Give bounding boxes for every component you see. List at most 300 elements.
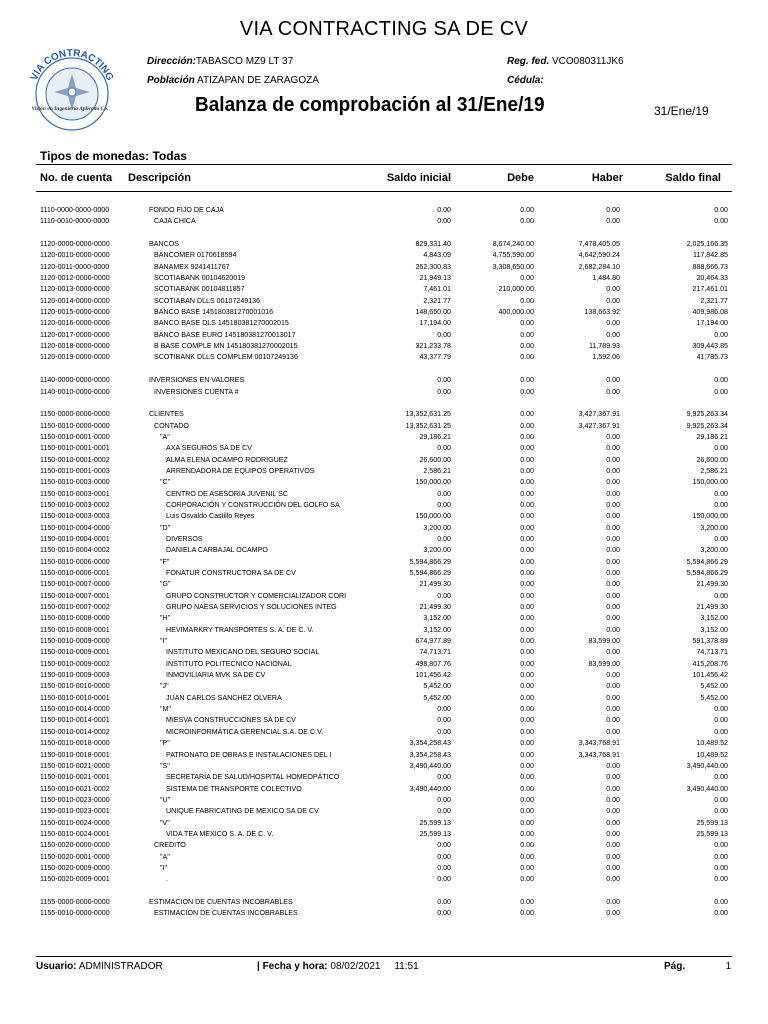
footer-datetime xyxy=(257,961,419,972)
table-row xyxy=(0,477,768,488)
table-row xyxy=(0,908,768,919)
footer-user xyxy=(36,961,163,972)
account-number: 1150-0010-0003-0001 xyxy=(40,489,110,498)
saldo-final-cell: 29,186.21 xyxy=(696,432,728,441)
account-number: 1150-0010-0001-0002 xyxy=(40,455,110,464)
saldo-final-cell: 0.00 xyxy=(714,206,728,214)
poblacion-label: Población xyxy=(147,75,195,86)
debe-cell: 0.00 xyxy=(520,217,534,226)
account-number: 1150-0020-0000-0000 xyxy=(40,841,110,850)
account-number: 1150-0010-0007-0000 xyxy=(40,580,110,589)
saldo-final-cell: 117,842.85 xyxy=(693,251,728,260)
debe-cell: 0.00 xyxy=(520,557,534,566)
saldo-inicial-cell: 101,456.42 xyxy=(415,671,451,680)
account-number: 1150-0020-0009-0000 xyxy=(40,863,110,872)
saldo-inicial-cell: 0.00 xyxy=(437,330,451,339)
saldo-inicial-cell: 0.00 xyxy=(437,705,451,714)
debe-cell: 8,674,240.00 xyxy=(492,240,534,249)
account-description: CENTRO DE ASESORIA JUVENIL SC xyxy=(166,489,288,498)
haber-cell: 0.00 xyxy=(606,852,620,861)
account-description: FONATUR CONSTRUCTORA SA DE CV xyxy=(166,569,296,577)
haber-cell: 0.00 xyxy=(606,705,620,714)
account-number: 1150-0010-0006-0001 xyxy=(40,569,110,577)
saldo-inicial-cell: 13,352,631.25 xyxy=(405,421,451,430)
direccion-label: Dirección: xyxy=(147,56,196,67)
regfed-line xyxy=(507,56,624,67)
saldo-inicial-cell: 13,352,631.25 xyxy=(405,410,451,419)
table-row xyxy=(0,205,768,216)
haber-cell: 83,599.00 xyxy=(588,659,620,668)
haber-cell: 0.00 xyxy=(606,671,620,680)
saldo-inicial-cell: 829,331.40 xyxy=(415,240,451,249)
account-number: 1150-0010-0009-0002 xyxy=(40,659,110,668)
table-row xyxy=(0,829,768,840)
haber-cell: 0.00 xyxy=(606,591,620,600)
account-description: "I" xyxy=(160,637,168,646)
saldo-inicial-cell: 674,977.89 xyxy=(415,637,451,646)
table-row xyxy=(0,500,768,511)
row-spacer xyxy=(0,886,768,897)
account-description: "J" xyxy=(160,682,169,691)
saldo-inicial-cell: 0.00 xyxy=(437,534,451,543)
table-row xyxy=(0,432,768,443)
account-description: BANCOMER 0170618594 xyxy=(154,251,237,260)
saldo-inicial-cell: 3,200.00 xyxy=(423,523,451,532)
haber-cell: 138,663.92 xyxy=(584,308,620,317)
table-row xyxy=(0,795,768,806)
account-description: SCOTIABANK 00104811857 xyxy=(154,285,245,294)
haber-cell: 0.00 xyxy=(606,455,620,464)
debe-cell: 0.00 xyxy=(520,761,534,770)
saldo-final-cell: 5,452.00 xyxy=(700,682,728,691)
debe-cell: 0.00 xyxy=(520,296,534,305)
account-number: 1150-0010-0021-0000 xyxy=(40,761,110,770)
debe-cell: 0.00 xyxy=(520,818,534,827)
debe-cell: 0.00 xyxy=(520,795,534,804)
debe-cell: 0.00 xyxy=(520,829,534,838)
debe-cell: 400,000.00 xyxy=(498,308,534,317)
account-number: 1150-0010-0009-0000 xyxy=(40,637,110,646)
account-number: 1120-0014-0000-0000 xyxy=(40,296,110,305)
saldo-inicial-cell: 2,321.77 xyxy=(423,296,451,305)
table-row xyxy=(0,681,768,692)
account-description: HEVIMARKRY TRANSPORTES S. A. DE C. V. xyxy=(166,625,314,634)
table-row xyxy=(0,239,768,250)
saldo-inicial-cell: 150,000.00 xyxy=(415,512,451,521)
account-number: 1150-0010-0021-0002 xyxy=(40,784,110,793)
saldo-inicial-cell: 5,594,866.29 xyxy=(409,557,451,566)
haber-cell: 0.00 xyxy=(606,716,620,725)
account-number: 1150-0010-0024-0000 xyxy=(40,818,110,827)
saldo-final-cell: 217,461.01 xyxy=(692,285,728,294)
saldo-inicial-cell: 0.00 xyxy=(437,489,451,498)
saldo-final-cell: 0.00 xyxy=(714,591,728,600)
debe-cell: 0.00 xyxy=(520,750,534,759)
haber-cell: 0.00 xyxy=(606,625,620,634)
cedula-line xyxy=(507,75,544,86)
haber-cell: 4,642,590.24 xyxy=(578,251,620,260)
debe-cell: 4,755,590.00 xyxy=(492,251,534,260)
accounts-table xyxy=(0,205,768,920)
account-description: . xyxy=(166,875,168,884)
haber-cell: 0.00 xyxy=(606,296,620,305)
footer-rule xyxy=(36,956,732,957)
saldo-inicial-cell: 43,377.79 xyxy=(419,353,451,362)
debe-cell: 0.00 xyxy=(520,466,534,475)
saldo-inicial-cell: 5,594,866.29 xyxy=(409,569,451,577)
haber-cell: 0.00 xyxy=(606,897,620,906)
account-number: 1120-0012-0000-0000 xyxy=(40,274,110,283)
saldo-inicial-cell: 74,713.71 xyxy=(419,648,451,657)
table-row xyxy=(0,738,768,749)
account-description: PATRONATO DE OBRAS E INSTALACIONES DEL I xyxy=(166,750,332,759)
account-description: SCOTIABAN DLLS 00107249136 xyxy=(154,296,261,305)
saldo-inicial-cell: 21,499.30 xyxy=(419,580,451,589)
saldo-final-cell: 21,499.30 xyxy=(696,580,728,589)
account-number: 1150-0010-0001-0003 xyxy=(40,466,110,475)
account-number: 1150-0010-0003-0000 xyxy=(40,478,110,487)
haber-cell: 0.00 xyxy=(606,319,620,328)
table-row xyxy=(0,659,768,670)
account-number: 1150-0010-0007-0001 xyxy=(40,591,110,600)
account-description: "D" xyxy=(160,523,171,532)
saldo-final-cell: 20,464.33 xyxy=(696,274,728,283)
col-header-saldo-inicial: Saldo inicial xyxy=(386,172,451,184)
table-row xyxy=(0,750,768,761)
debe-cell: 0.00 xyxy=(520,909,534,918)
haber-cell: 7,478,405.05 xyxy=(578,240,620,249)
account-description: MIESVA CONSTRUCCIONES SA DE CV xyxy=(166,716,296,725)
account-number: 1150-0010-0007-0002 xyxy=(40,603,110,612)
haber-cell: 0.00 xyxy=(606,863,620,872)
table-row xyxy=(0,647,768,658)
account-number: 1120-0015-0000-0000 xyxy=(40,308,110,317)
footer-user-value: ADMINISTRADOR xyxy=(78,961,163,972)
company-title: VIA CONTRACTING SA DE CV xyxy=(239,18,529,40)
table-row xyxy=(0,602,768,613)
table-row xyxy=(0,715,768,726)
saldo-inicial-cell: 0.00 xyxy=(437,591,451,600)
saldo-final-cell: 0.00 xyxy=(714,807,728,816)
haber-cell: 0.00 xyxy=(606,603,620,612)
saldo-inicial-cell: 0.00 xyxy=(437,897,451,906)
saldo-inicial-cell: 0.00 xyxy=(437,217,451,226)
saldo-final-cell: 3,152.00 xyxy=(700,614,728,623)
account-description: BANCO BASE DLS 145180381270002015 xyxy=(154,319,289,328)
saldo-final-cell: 888,666.73 xyxy=(692,262,728,271)
haber-cell: 0.00 xyxy=(606,569,620,577)
table-row xyxy=(0,443,768,454)
table-row xyxy=(0,489,768,500)
haber-cell: 0.00 xyxy=(606,841,620,850)
table-row xyxy=(0,568,768,579)
account-number: 1150-0010-0018-0001 xyxy=(40,750,110,759)
saldo-final-cell: 150,000.00 xyxy=(692,512,728,521)
saldo-inicial-cell: 0.00 xyxy=(437,387,451,396)
account-description: CLIENTES xyxy=(149,410,184,419)
account-number: 1150-0010-0010-0001 xyxy=(40,693,110,702)
debe-cell: 0.00 xyxy=(520,353,534,362)
debe-cell: 0.00 xyxy=(520,444,534,453)
account-number: 1150-0010-0010-0000 xyxy=(40,682,110,691)
haber-cell: 0.00 xyxy=(606,330,620,339)
haber-cell: 0.00 xyxy=(606,818,620,827)
debe-cell: 0.00 xyxy=(520,421,534,430)
debe-cell: 0.00 xyxy=(520,534,534,543)
haber-cell: 0.00 xyxy=(606,444,620,453)
regfed-label: Reg. fed. xyxy=(507,56,550,67)
saldo-final-cell: 0.00 xyxy=(714,875,728,884)
saldo-inicial-cell: 3,354,258.43 xyxy=(409,739,451,748)
saldo-final-cell: 2,586.21 xyxy=(700,466,728,475)
table-row xyxy=(0,874,768,885)
account-number: 1150-0010-0021-0001 xyxy=(40,773,110,782)
table-row xyxy=(0,409,768,420)
account-description: "A" xyxy=(160,852,170,861)
saldo-final-cell: 0.00 xyxy=(714,444,728,453)
account-number: 1150-0010-0004-0000 xyxy=(40,523,110,532)
account-number: 1150-0010-0023-0000 xyxy=(40,795,110,804)
account-number: 1120-0000-0000-0000 xyxy=(40,240,110,249)
account-number: 1150-0010-0001-0000 xyxy=(40,432,110,441)
table-row xyxy=(0,818,768,829)
saldo-final-cell: 3,152.00 xyxy=(700,625,728,634)
table-row xyxy=(0,466,768,477)
debe-cell: 3,308,650.00 xyxy=(492,262,534,271)
haber-cell: 0.00 xyxy=(606,523,620,532)
account-number: 1120-0013-0000-0000 xyxy=(40,285,110,294)
table-row xyxy=(0,636,768,647)
debe-cell: 0.00 xyxy=(520,523,534,532)
currency-filter: Tipos de monedas: Todas xyxy=(40,149,187,163)
haber-cell: 0.00 xyxy=(606,875,620,884)
table-row xyxy=(0,296,768,307)
debe-cell: 0.00 xyxy=(520,376,534,385)
debe-cell: 0.00 xyxy=(520,841,534,850)
account-description: "U" xyxy=(160,795,171,804)
saldo-final-cell: 0.00 xyxy=(714,376,728,385)
saldo-inicial-cell: 0.00 xyxy=(437,773,451,782)
haber-cell: 0.00 xyxy=(606,489,620,498)
account-number: 1150-0010-0018-0000 xyxy=(40,739,110,748)
debe-cell: 0.00 xyxy=(520,659,534,668)
saldo-final-cell: 3,200.00 xyxy=(700,523,728,532)
account-description: INVERSIONES CUENTA # xyxy=(154,387,239,396)
debe-cell: 0.00 xyxy=(520,387,534,396)
account-description: "A" xyxy=(160,432,170,441)
haber-cell: 0.00 xyxy=(606,512,620,521)
account-number: 1150-0010-0004-0002 xyxy=(40,546,110,555)
debe-cell: 0.00 xyxy=(520,807,534,816)
table-row xyxy=(0,330,768,341)
account-description: SECRETARÍA DE SALUD/HOSPITAL HOMEOPÁTICO xyxy=(166,773,340,782)
saldo-final-cell: 0.00 xyxy=(714,863,728,872)
saldo-final-cell: 25,599.13 xyxy=(696,818,728,827)
header-top-rule xyxy=(36,164,732,165)
table-row xyxy=(0,591,768,602)
saldo-inicial-cell: 5,452.00 xyxy=(423,693,451,702)
account-description: DANIELA CARBAJAL OCAMPO xyxy=(166,546,268,555)
saldo-final-cell: 3,200.00 xyxy=(700,546,728,555)
saldo-final-cell: 5,594,866.29 xyxy=(686,557,728,566)
account-number: 1150-0010-0004-0001 xyxy=(40,534,110,543)
account-description: Luis Osvaldo Castillo Reyes xyxy=(166,512,255,521)
saldo-final-cell: 0.00 xyxy=(714,727,728,736)
account-number: 1150-0000-0000-0000 xyxy=(40,410,110,419)
account-description: "P" xyxy=(160,739,170,748)
saldo-final-cell: 5,452.00 xyxy=(700,693,728,702)
svg-text:VIA CONTRACTING: VIA CONTRACTING xyxy=(28,47,116,83)
account-number: 1110-0010-0000-0000 xyxy=(40,217,110,226)
haber-cell: 0.00 xyxy=(606,807,620,816)
saldo-inicial-cell: 3,354,258.43 xyxy=(409,750,451,759)
col-header-saldo-final: Saldo final xyxy=(665,172,721,184)
saldo-final-cell: 591,378.89 xyxy=(692,637,728,646)
account-description: "S" xyxy=(160,761,170,770)
debe-cell: 0.00 xyxy=(520,682,534,691)
saldo-final-cell: 0.00 xyxy=(714,500,728,509)
saldo-final-cell: 0.00 xyxy=(714,795,728,804)
haber-cell: 0.00 xyxy=(606,614,620,623)
account-description: ESTIMACION DE CUENTAS INCOBRABLES xyxy=(149,897,293,906)
saldo-inicial-cell: 26,600.00 xyxy=(419,455,451,464)
debe-cell: 0.00 xyxy=(520,206,534,214)
account-description: FONDO FIJO DE CAJA xyxy=(149,206,224,214)
haber-cell: 0.00 xyxy=(606,376,620,385)
saldo-inicial-cell: 2,586.21 xyxy=(423,466,451,475)
haber-cell: 0.00 xyxy=(606,648,620,657)
table-row xyxy=(0,455,768,466)
table-row xyxy=(0,772,768,783)
debe-cell: 0.00 xyxy=(520,546,534,555)
account-description: JUAN CARLOS SANCHEZ OLVERA xyxy=(166,693,282,702)
account-description: SCOTIABANK 00104620019 xyxy=(154,274,246,283)
account-description: "V" xyxy=(160,818,170,827)
saldo-final-cell: 26,600.00 xyxy=(696,455,728,464)
account-description: INMOVILIARIA MVK SA DE CV xyxy=(166,671,266,680)
footer-page-label: Pág. xyxy=(664,961,686,972)
haber-cell: 0.00 xyxy=(606,387,620,396)
haber-cell: 0.00 xyxy=(606,217,620,226)
account-number: 1150-0010-0008-0000 xyxy=(40,614,110,623)
saldo-inicial-cell: 7,461.01 xyxy=(423,285,451,294)
haber-cell: 0.00 xyxy=(606,580,620,589)
saldo-final-cell: 150,000.00 xyxy=(692,478,728,487)
saldo-inicial-cell: 0.00 xyxy=(437,875,451,884)
saldo-final-cell: 409,986.08 xyxy=(692,308,728,317)
haber-cell: 0.00 xyxy=(606,500,620,509)
table-row xyxy=(0,352,768,363)
debe-cell: 0.00 xyxy=(520,863,534,872)
table-row xyxy=(0,511,768,522)
saldo-inicial-cell: 148,650.00 xyxy=(415,308,451,317)
account-number: 1150-0010-0014-0002 xyxy=(40,727,110,736)
debe-cell: 0.00 xyxy=(520,342,534,351)
haber-cell: 0.00 xyxy=(606,727,620,736)
saldo-inicial-cell: 25,599.13 xyxy=(419,818,451,827)
direccion-value: TABASCO MZ9 LT 37 xyxy=(195,56,294,67)
haber-cell: 11,789.93 xyxy=(588,342,620,351)
saldo-final-cell: 0.00 xyxy=(714,217,728,226)
account-description: CORPORACIÓN Y CONSTRUCCIÓN DEL GOLFO SA xyxy=(166,500,340,509)
debe-cell: 0.00 xyxy=(520,603,534,612)
saldo-final-cell: 0.00 xyxy=(714,852,728,861)
saldo-inicial-cell: 5,452.00 xyxy=(423,682,451,691)
saldo-final-cell: 0.00 xyxy=(714,489,728,498)
account-description: AXA SEGUROS SA DE CV xyxy=(166,444,252,453)
saldo-inicial-cell: 0.00 xyxy=(437,206,451,214)
debe-cell: 0.00 xyxy=(520,693,534,702)
debe-cell: 0.00 xyxy=(520,569,534,577)
saldo-final-cell: 74,713.71 xyxy=(696,648,728,657)
saldo-final-cell: 0.00 xyxy=(714,841,728,850)
account-description: BANCO BASE 145180381270001016 xyxy=(154,308,274,317)
account-description: VIDA TEA MEXICO S. A. DE C. V. xyxy=(166,829,274,838)
account-number: 1120-0016-0000-0000 xyxy=(40,319,110,328)
debe-cell: 0.00 xyxy=(520,625,534,634)
logo-caption: Visión en Ingeniería Aplicada Co. xyxy=(31,106,109,112)
saldo-inicial-cell: 0.00 xyxy=(437,807,451,816)
saldo-inicial-cell: 25,599.13 xyxy=(419,829,451,838)
table-row xyxy=(0,523,768,534)
table-row xyxy=(0,613,768,624)
haber-cell: 0.00 xyxy=(606,478,620,487)
table-row xyxy=(0,216,768,227)
account-number: 1150-0010-0009-0003 xyxy=(40,671,110,680)
debe-cell: 0.00 xyxy=(520,319,534,328)
account-number: 1120-0011-0000-0000 xyxy=(40,262,110,271)
haber-cell: 83,599.00 xyxy=(588,637,620,646)
haber-cell: 3,427,367.91 xyxy=(578,410,620,419)
saldo-final-cell: 10,489.52 xyxy=(696,750,728,759)
debe-cell: 0.00 xyxy=(520,614,534,623)
account-description: "H" xyxy=(160,614,171,623)
saldo-final-cell: 5,594,866.29 xyxy=(686,569,728,577)
saldo-inicial-cell: 150,000.00 xyxy=(415,478,451,487)
saldo-final-cell: 25,599.13 xyxy=(696,829,728,838)
account-description: "M" xyxy=(160,705,171,714)
debe-cell: 0.00 xyxy=(520,671,534,680)
saldo-final-cell: 415,208.76 xyxy=(692,659,728,668)
debe-cell: 0.00 xyxy=(520,852,534,861)
account-number: 1150-0010-0008-0001 xyxy=(40,625,110,634)
saldo-final-cell: 0.00 xyxy=(714,387,728,396)
account-number: 1150-0010-0009-0001 xyxy=(40,648,110,657)
table-row xyxy=(0,534,768,545)
saldo-inicial-cell: 0.00 xyxy=(437,500,451,509)
haber-cell: 0.00 xyxy=(606,795,620,804)
saldo-inicial-cell: 4,843.09 xyxy=(423,251,451,260)
table-row xyxy=(0,670,768,681)
account-description: ALMA ELENA OCAMPO RODRIGUEZ xyxy=(166,455,288,464)
haber-cell: 0.00 xyxy=(606,773,620,782)
cedula-label: Cédula: xyxy=(507,75,544,86)
account-description: "G" xyxy=(160,580,171,589)
saldo-final-cell: 0.00 xyxy=(714,534,728,543)
saldo-final-cell: 2,025,166.35 xyxy=(686,240,728,249)
table-row xyxy=(0,557,768,568)
saldo-final-cell: 0.00 xyxy=(714,897,728,906)
haber-cell: 0.00 xyxy=(606,285,620,294)
saldo-final-cell: 21,499.30 xyxy=(696,603,728,612)
saldo-inicial-cell: 0.00 xyxy=(437,444,451,453)
account-description: "F" xyxy=(160,557,170,566)
saldo-inicial-cell: 0.00 xyxy=(437,795,451,804)
account-description: ARRENDADORA DE EQUIPOS OPERATIVOS xyxy=(166,466,315,475)
haber-cell: 1,592.06 xyxy=(592,353,620,362)
debe-cell: 0.00 xyxy=(520,410,534,419)
account-description: BANCO BASE EURO 145180381270013017 xyxy=(154,330,296,339)
